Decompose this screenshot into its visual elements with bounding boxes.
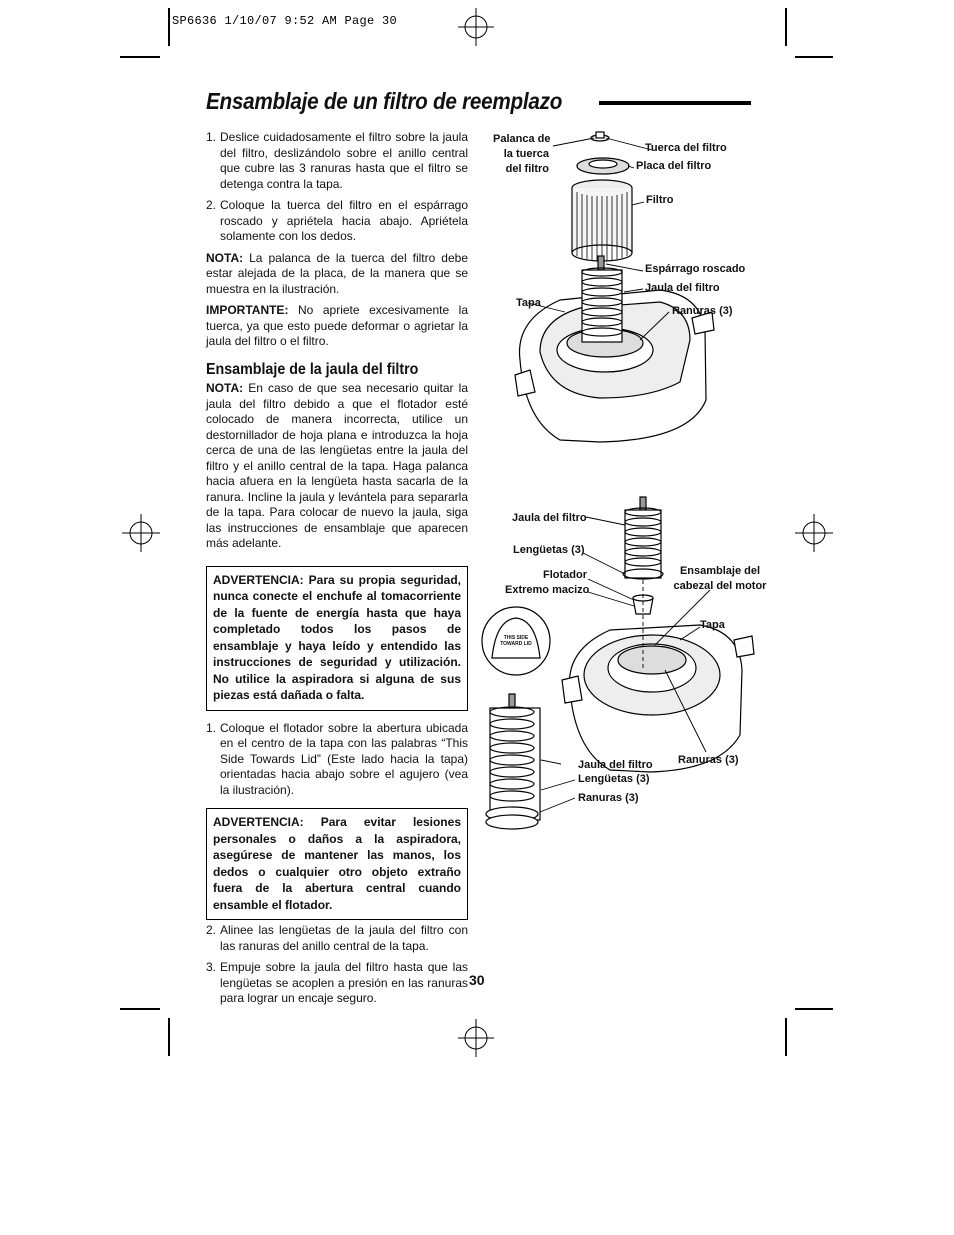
note-paragraph: NOTA: La palanca de la tuerca del filtro debe estar alejada de la placa, de la manera que se muestra en la ilustración. [206, 250, 468, 296]
important-paragraph: IMPORTANTE: No apriete excesivamente la tuerca, ya que esto puede deformar o agrietar la jaula del filtro o el filtro. [206, 303, 468, 348]
note-paragraph: NOTA: En caso de que sea necesario quitar la jaula del filtro debido a que el flotador esté colocado de manera incorrecta, utilice un destornillador de hoja plana e introduzca la hoja cerca de una de las lengüetas entre la jaula del filtro y el anillo central de la tapa. Haga palanca hacia afuera en la lengüeta hasta sacarla de la ranura. Incline la jaula y levántela para separarla de la tapa. Para colocar de nuevo la jaula, siga las instrucciones de ensamblaje que aparecen más adelante. [206, 381, 468, 550]
label-lid: Tapa [700, 619, 725, 631]
label-tabs: Lengüetas (3) [513, 544, 585, 556]
label-filter-cage: Jaula del filtro [645, 282, 720, 294]
label-filter-nut: Tuerca del filtro [645, 142, 727, 154]
label-slots: Ranuras (3) [672, 305, 733, 317]
warning-box: ADVERTENCIA: Para su propia seguridad, nunca conecte el enchufe al tomacorriente de la fuente de energía hasta que haya completado todos los pasos de ensamblaje y haya leído y entendido las instrucciones de seguridad y utilización. No utilice la aspiradora si alguna de sus piezas está dañada o falta. [206, 566, 468, 711]
label-slots: Ranuras (3) [678, 754, 739, 766]
label-nut-lever: Palanca de la tuerca del filtro [493, 133, 551, 175]
section-heading: Ensamblaje de la jaula del filtro [206, 360, 419, 378]
warning-box: ADVERTENCIA: Para evitar lesiones personales o daños a la aspiradora, asegúrese de mantener las manos, los dedos o cualquier otro objeto extraño fuera de la abertura central cuando ensamble el flotador. [206, 808, 468, 920]
label-motor-head: Ensamblaje del cabezal del motor [673, 565, 767, 592]
page-number: 30 [469, 972, 485, 988]
label-tabs-2: Lengüetas (3) [578, 773, 650, 785]
print-info: SP6636 1/10/07 9:52 AM Page 30 [172, 14, 398, 28]
label-slots-2: Ranuras (3) [578, 792, 639, 804]
label-threaded-stud: Espárrago roscado [645, 263, 746, 275]
page-title: Ensamblaje de un filtro de reemplazo [206, 88, 563, 114]
float-callout-text: THIS SIDE TOWARD LID [500, 635, 532, 647]
list-item: 3. Empuje sobre la jaula del filtro hasta que las lengüetas se acoplen a presión en las ranuras para lograr un encaje seguro. [206, 960, 468, 1005]
label-filter-plate: Placa del filtro [636, 160, 712, 172]
list-item: 2. Coloque la tuerca del filtro en el espárrago roscado y apriétela hacia abajo. Apriétela solamente con los dedos. [206, 198, 468, 243]
label-lid: Tapa [516, 297, 541, 309]
list-item: 2. Alinee las lengüetas de la jaula del filtro con las ranuras del anillo central de la tapa. [206, 923, 468, 953]
label-filter-cage-2: Jaula del filtro [578, 759, 653, 771]
label-filter: Filtro [646, 194, 674, 206]
list-item: 1. Coloque el flotador sobre la abertura ubicada en el centro de la tapa con las palabras “This Side Towards Lid” (Este lado hacia la tapa) orientadas hacia abajo sobre el agujero (vea la ilustración). [206, 720, 468, 797]
label-float: Flotador Extremo macizo [505, 569, 590, 596]
label-filter-cage: Jaula del filtro [512, 512, 587, 524]
list-item: 1. Deslice cuidadosamente el filtro sobre la jaula del filtro, deslizándolo sobre el anillo central que cubre las 3 ranuras hasta que el filtro se detenga contra la tapa. [206, 130, 468, 191]
